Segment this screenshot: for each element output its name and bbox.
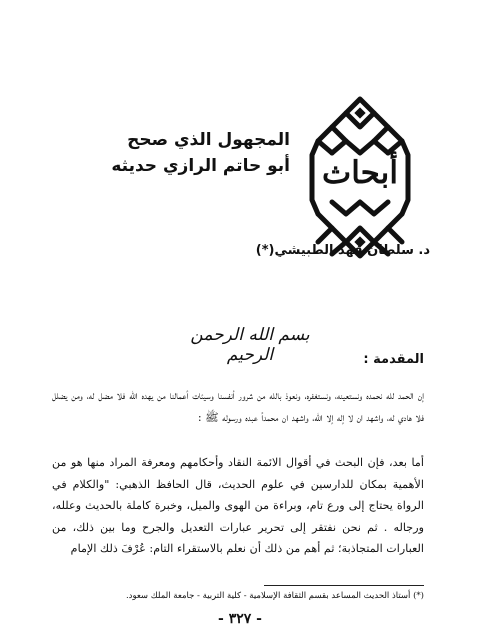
section-heading-introduction: المقدمة : [363, 352, 424, 367]
section-ornament [300, 95, 420, 260]
body-paragraph: إن الحمد لله نحمده ونستعينه، ونستغفره، ونعوذ بالله من شرور أنفسنا وسيئات أعمالنا من يهده الله فلا مضل له، ومن يضلل فلا هادي له، واشهد ان لا إله إلا الله، واشهد ان محمداً عبده ورسوله ﷺ : [52, 389, 424, 424]
article-title-line-2: أبو حاتم الرازي حديثه [111, 156, 290, 176]
author-name: د. سلطان فهد الطبيشي(*) [255, 243, 430, 258]
basmala-calligraphy: بسم الله الرحمن الرحيم [190, 325, 310, 365]
footnote-divider [264, 585, 424, 586]
section-label: أبحاث [322, 155, 398, 191]
page-number: - ٣٢٧ - [218, 611, 262, 627]
footnote: (*) أستاذ الحديث المساعد بقسم الثقافة الإسلامية - كلية التربية - جامعة الملك سعود. [125, 591, 424, 601]
article-title-line-1: المجهول الذي صحح [127, 130, 290, 150]
body-paragraph: أما بعد، فإن البحث في أقوال الائمة النقاد وأحكامهم ومعرفة المراد منها هو من الأهمية بمكان للدارسين في علوم الحديث، قال الحافظ الذهبي: "والكلام في الرواة يحتاج إلى ورع تام، وبراءة من الهوى والميل، وخبرة كاملة بالحديث وعلله، ورجاله . ثم نحن نفتقر إلى تحرير عبارات التعديل والجرح وما بين ذلك، من العبارات المتجاذبة؛ ثم أهم من ذلك أن نعلم بالاستقراء التام: عُرْفَ ذلك الإمام [52, 456, 424, 556]
